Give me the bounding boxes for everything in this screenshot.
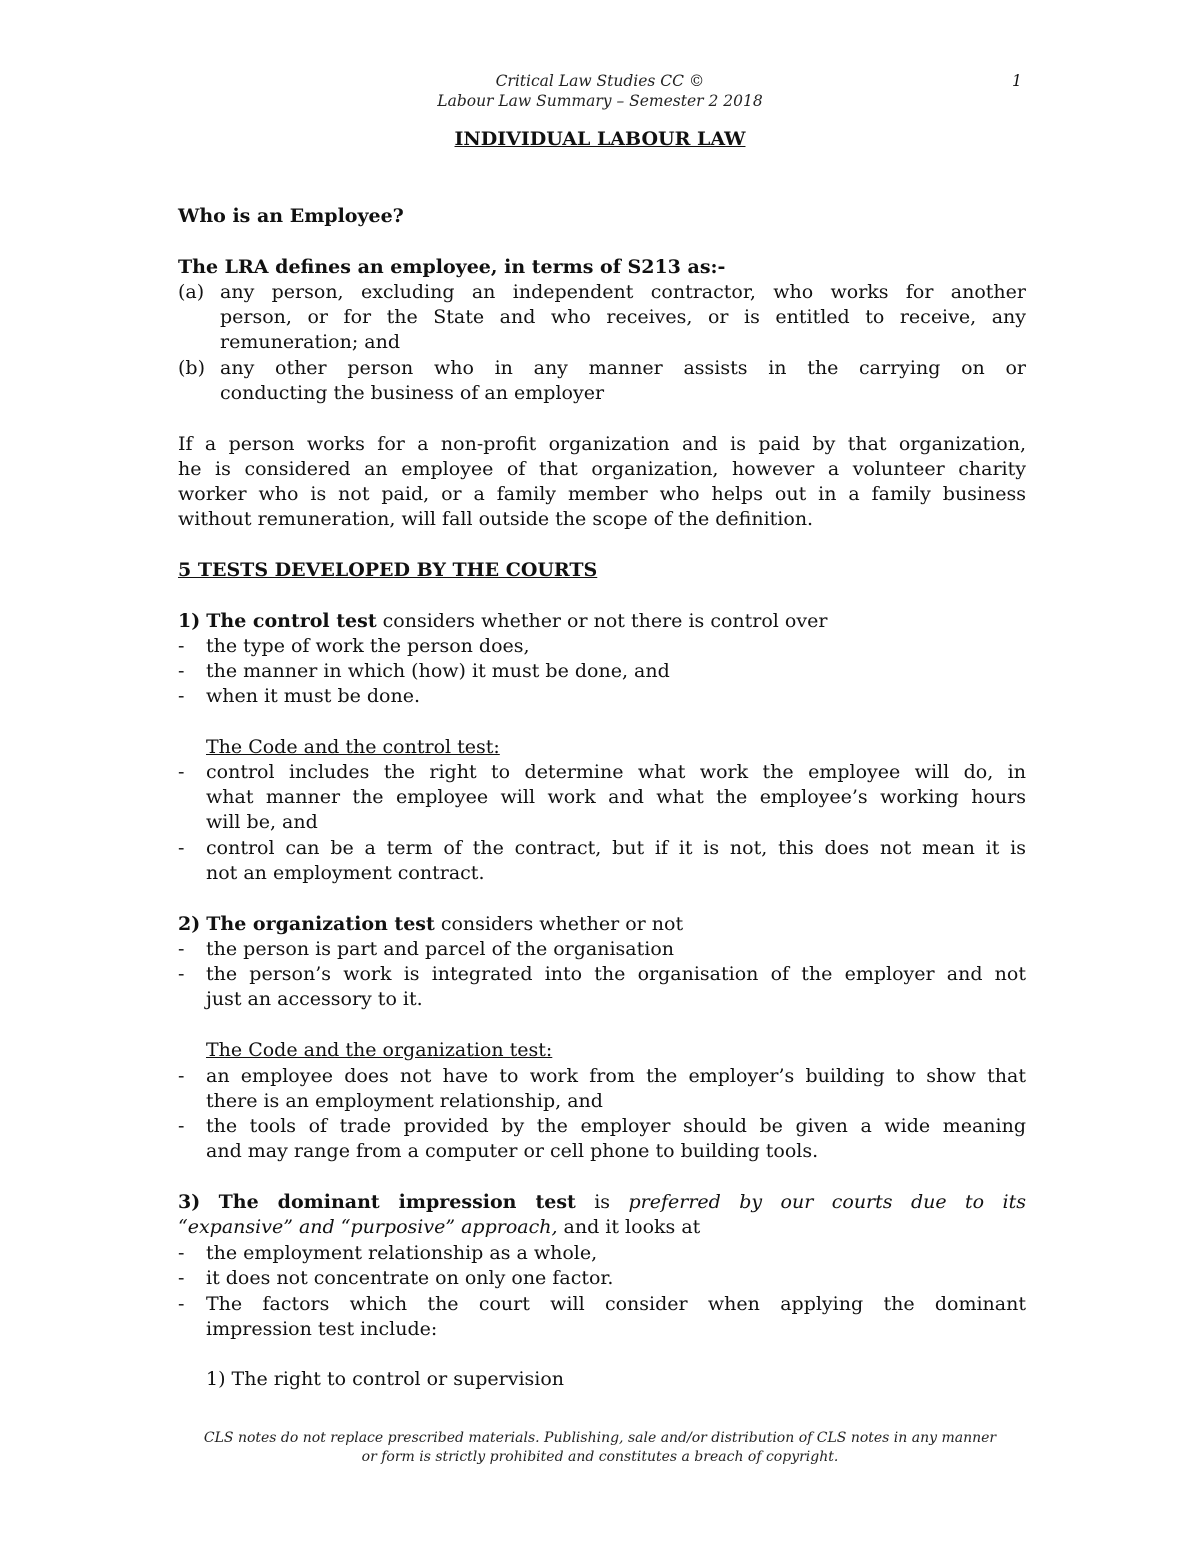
header-company: Critical Law Studies CC © <box>495 72 705 90</box>
control-test-heading <box>178 609 827 634</box>
organization-bullet: the person’s work is integrated into the organisation of the employer and not <box>206 963 1026 985</box>
bullet-dash: - <box>178 938 185 960</box>
dominant-bullet: impression test include: <box>206 1318 438 1340</box>
organization-num: 2) <box>178 913 201 935</box>
bullet-dash: - <box>178 1242 185 1264</box>
organization-desc: considers whether or not <box>434 913 684 935</box>
bullet-dash: - <box>178 1267 185 1289</box>
who-heading: Who is an Employee? <box>178 205 404 227</box>
dominant-is: is <box>594 1191 629 1213</box>
control-code-line: what manner the employee will work and what the employee’s working hours <box>206 786 1026 808</box>
organization-bullet: just an accessory to it. <box>206 988 423 1010</box>
item-b-line: any other person who in any manner assists in the carrying on or <box>220 357 1026 379</box>
document-title: INDIVIDUAL LABOUR LAW <box>454 128 746 150</box>
organization-code-line: an employee does not have to work from the employer’s building to show that <box>206 1065 1026 1087</box>
bullet-dash: - <box>178 761 185 783</box>
item-b-line: conducting the business of an employer <box>220 382 605 404</box>
organization-bullet: the person is part and parcel of the organisation <box>206 938 675 960</box>
item-a-line: person, or for the State and who receives, or is entitled to receive, any <box>220 306 1026 328</box>
organization-code-line: the tools of trade provided by the employer should be given a wide meaning <box>206 1115 1026 1137</box>
footer-disclaimer: or form is strictly prohibited and constitutes a breach of copyright. <box>361 1449 839 1465</box>
nonprofit-line: he is considered an employee of that organization, however a volunteer charity <box>178 458 1026 480</box>
nonprofit-line: worker who is not paid, or a family member who helps out in a family business <box>178 483 1026 505</box>
dominant-test-heading <box>178 1190 1026 1215</box>
bullet-dash: - <box>178 660 185 682</box>
organization-title: The organization test <box>206 913 435 935</box>
dominant-line2 <box>178 1215 700 1240</box>
lra-heading: The LRA defines an employee, in terms of S213 as:- <box>178 256 726 278</box>
control-bullet: the type of work the person does, <box>206 635 530 657</box>
control-code-heading: The Code and the control test: <box>206 736 500 758</box>
dominant-factor: 1) The right to control or supervision <box>206 1368 565 1390</box>
item-a-line: remuneration; and <box>220 331 401 353</box>
bullet-dash: - <box>178 1115 185 1137</box>
control-num: 1) <box>178 610 201 632</box>
page-number: 1 <box>1012 72 1022 90</box>
control-bullet: when it must be done. <box>206 685 421 707</box>
organization-code-heading: The Code and the organization test: <box>206 1039 553 1061</box>
dominant-italic: “expansive” and “purposive” approach, <box>178 1216 558 1238</box>
item-a-line: any person, excluding an independent contractor, who works for another <box>220 281 1026 303</box>
dominant-italic: preferred by our courts due to its <box>628 1191 1026 1213</box>
bullet-dash: - <box>178 1293 185 1315</box>
dominant-desc: and it looks at <box>557 1216 701 1238</box>
dominant-bullet: The factors which the court will consider when applying the dominant <box>206 1293 1026 1315</box>
dominant-bullet: it does not concentrate on only one factor. <box>206 1267 614 1289</box>
organization-code-line: and may range from a computer or cell phone to building tools. <box>206 1140 819 1162</box>
organization-test-heading <box>178 912 683 937</box>
bullet-dash: - <box>178 1065 185 1087</box>
bullet-dash: - <box>178 685 185 707</box>
bullet-dash: - <box>178 963 185 985</box>
nonprofit-line: If a person works for a non-profit organization and is paid by that organization, <box>178 433 1026 455</box>
control-code-line: will be, and <box>206 811 318 833</box>
nonprofit-line: without remuneration, will fall outside the scope of the definition. <box>178 508 814 530</box>
tests-heading: 5 TESTS DEVELOPED BY THE COURTS <box>178 559 598 581</box>
item-a-marker: (a) <box>178 281 205 303</box>
control-code-line: control can be a term of the contract, but if it is not, this does not mean it is <box>206 837 1026 859</box>
bullet-dash: - <box>178 635 185 657</box>
control-code-line: not an employment contract. <box>206 862 485 884</box>
control-code-line: control includes the right to determine what work the employee will do, in <box>206 761 1026 783</box>
control-title: The control test <box>206 610 377 632</box>
header-subtitle: Labour Law Summary – Semester 2 2018 <box>437 92 763 110</box>
dominant-num: 3) <box>178 1191 201 1213</box>
item-b-marker: (b) <box>178 357 205 379</box>
control-desc: considers whether or not there is control over <box>376 610 828 632</box>
footer-disclaimer: CLS notes do not replace prescribed materials. Publishing, sale and/or distribution of CLS notes in any manner <box>203 1430 997 1446</box>
dominant-title: The dominant impression test <box>218 1191 576 1213</box>
bullet-dash: - <box>178 837 185 859</box>
control-bullet: the manner in which (how) it must be done, and <box>206 660 670 682</box>
dominant-bullet: the employment relationship as a whole, <box>206 1242 598 1264</box>
organization-code-line: there is an employment relationship, and <box>206 1090 603 1112</box>
